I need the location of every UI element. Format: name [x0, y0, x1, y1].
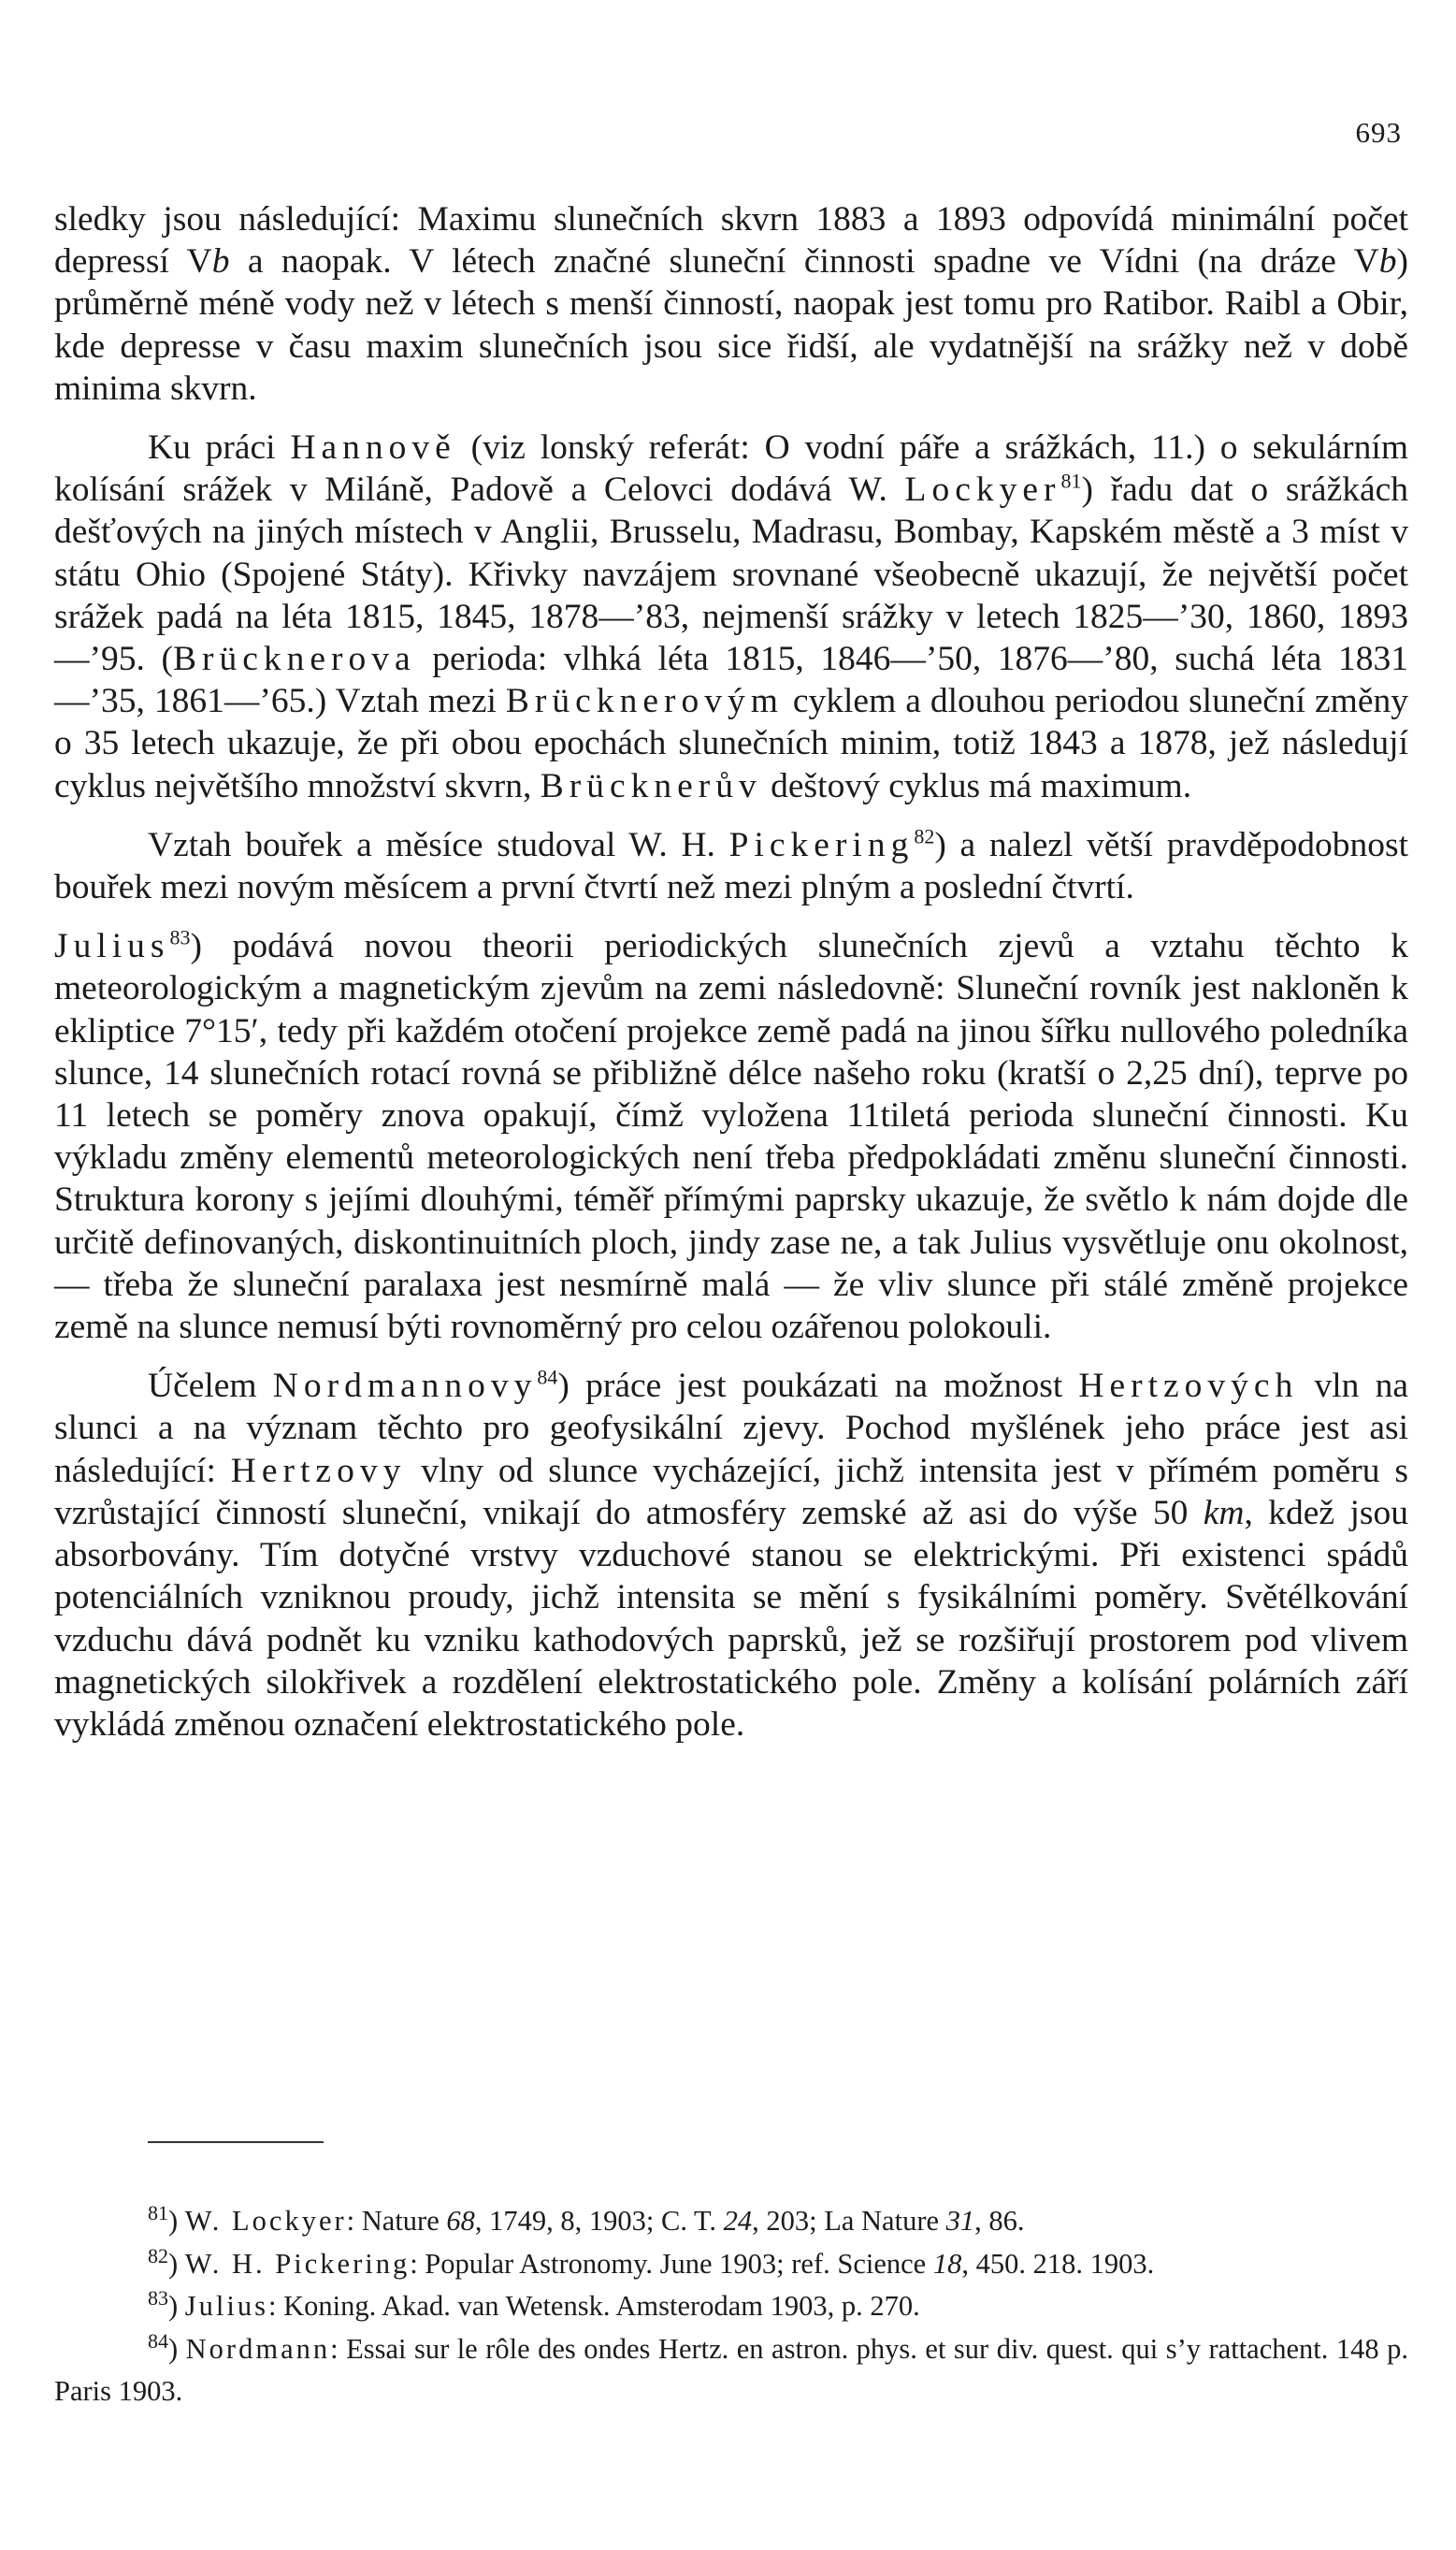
author-name: Brücknerova	[172, 640, 416, 679]
footnote-marker: 83	[148, 2285, 168, 2310]
text-run: , kdež jsou absorbovány. Tím dotyčné vrstvy vzduchové stanou se elektrickými. Při existenci spádů potenciálních vzniknou proudy, jichž intensita se mění s fysikálními poměry. Světélkování vzduchu dává podnět ku vzniku kathodových paprsků, jež se rozšiřují prostorem pod vlivem magnetických silokřivek a rozdělení elektrostatického pole. Změny a kolísání polárních září vykládá změnou označení elektrostatického pole.	[54, 1493, 1408, 1744]
text-run: ) a nalezl větší pravděpodobnost bouřek mezi novým měsícem a první čtvrtí než mezi plným a poslední čtvrtí.	[54, 825, 1408, 907]
footnote-ref: 84	[537, 1365, 558, 1389]
paragraph-3	[54, 824, 1408, 908]
text-run-italic: b	[1378, 242, 1397, 282]
author-name: Hannově	[290, 428, 456, 468]
author-name: Lockyer	[904, 471, 1061, 510]
text-run: deštový cyklus má maximum.	[761, 766, 1192, 805]
footnotes	[54, 2200, 1408, 2413]
footnote-divider	[148, 2141, 324, 2143]
text-run: cyklem a dlouhou periodou sluneční změny o 35 letech ukazuje, že při obou epochách slunečních minim, totiž 1843 a 1878, jež následují cyklus největšího množství skvrn,	[54, 682, 1408, 805]
text-run: : Nature	[346, 2205, 447, 2237]
author-name: Hertzových	[1078, 1367, 1299, 1406]
text-run-italic: km	[1203, 1493, 1245, 1532]
footnote-84: $^{84}$) Nordmann: Essai sur le rôle des ondes Hertz. en astron. phys. et sur div. quest. qui s’y rattachent. 148 p. Paris 1903.	[54, 2328, 1408, 2407]
footnote-81: $^{81}$) W. Lockyer: Nature 68, 1749, 8, 1903; C. T. 24, 203; La Nature 31, 86.	[148, 2200, 1025, 2237]
footnote-marker: 81	[148, 2200, 168, 2224]
text-run: , 86.	[974, 2205, 1025, 2237]
author-name: Brücknerův	[540, 766, 762, 805]
text-run: , 450. 218. 1903.	[961, 2247, 1155, 2280]
text-run: Účelem	[148, 1367, 273, 1406]
text-run: sledky jsou následující: Maximu slunečních skvrn 1883 a 1893 odpovídá minimální počet depressí V	[54, 200, 1408, 282]
paragraph-4	[54, 925, 1408, 1348]
author-name: Pickering	[728, 825, 915, 864]
author-name: Hertzovy	[230, 1451, 407, 1490]
footnote-ref: 82	[914, 824, 935, 848]
footnote-ref: 81	[1060, 469, 1082, 493]
text-run: : Koning. Akad. van Wetensk. Amsterodam 1903, p. 270.	[267, 2290, 920, 2322]
text-run: , 203; La Nature	[752, 2205, 946, 2237]
text-run: ) řadu dat o srážkách dešťových na jiných místech v Anglii, Brusselu, Madrasu, Bombay, Kapském městě a 3 míst v státu Ohio (Spojené Státy). Křivky navzájem srovnané všeobecně ukazují, že největší počet srážek padá na léta 1815, 1845, 1878—’83, nejmenší srážky v letech 1825—’30, 1860, 1893—’95. (	[54, 471, 1409, 679]
text-run: vlny od slunce vycházející, jichž intensita jest v přímém poměru s vzrůstající činností sluneční, vnikají do atmosféry zemské až asi do výše 50	[54, 1451, 1408, 1532]
footnote-marker: 84	[148, 2328, 168, 2353]
author-name: Julius	[184, 2290, 268, 2322]
author-name: Brücknerovým	[505, 682, 784, 721]
text-run: : Essai sur le rôle des ondes Hertz. en astron. phys. et sur div. quest. qui s’y rattachent. 148 p. Paris 1903.	[54, 2332, 1408, 2407]
text-run: , 1749, 8, 1903; C. T.	[474, 2205, 724, 2237]
text-run-italic: 31	[945, 2205, 975, 2237]
author-name: W. Lockyer	[184, 2205, 347, 2237]
text-run: (viz lonský referát: O vodní páře a srážkách, 11.) o sekulárním kolísání srážek v Miláně, Padově a Celovci dodává W.	[54, 428, 1408, 510]
text-run: ) podává novou theorii periodických slunečních zjevů a vztahu těchto k meteorologickým a magnetickým zjevům na zemi následovně: Sluneční rovník jest nakloněn k ekliptice 7°15′, tedy při každém otočení projekce země padá na jinou šířku nullového poledníka slunce, 14 slunečních rotací rovná se přibližně délce našeho roku (kratší o 2,25 dní), teprve po 11 letech se poměry znova opakují, čímž vyložena 11tiletá perioda sluneční činnosti. Ku výkladu změny elementů meteorologických není třeba předpokládati změnu sluneční činnosti. Struktura korony s jejími dlouhými, téměř přímými paprsky ukazuje, že světlo k nám dojde dle určitě definovaných, diskontinuitních ploch, jindy zase ne, a tak Julius vysvětluje onu okolnost, — třeba že sluneční paralaxa jest nesmírně malá — že vliv slunce při stálé změně projekce země na slunce nemusí býti rovnoměrný pro celou ozářenou polokouli.	[54, 927, 1408, 1347]
text-run: : Popular Astronomy. June 1903; ref. Science	[410, 2247, 933, 2280]
paragraph-1	[54, 198, 1408, 410]
text-run-italic: 18	[932, 2247, 962, 2280]
author-name: W. H. Pickering	[184, 2247, 411, 2280]
author-name: Nordmann	[185, 2332, 331, 2365]
text-run: Ku práci	[148, 428, 291, 468]
text-run-italic: 68	[446, 2205, 475, 2237]
footnote-ref: 83	[169, 925, 191, 949]
footnote-83: $^{83}$) Julius: Koning. Akad. van Wetensk. Amsterodam 1903, p. 270.	[148, 2285, 920, 2322]
paragraph-2	[54, 427, 1408, 807]
main-text	[54, 198, 1408, 1746]
footnote-marker: 82	[148, 2243, 168, 2267]
text-run: a naopak. V létech značné sluneční činnosti spadne ve Vídni (na dráze V	[229, 242, 1379, 282]
text-run: ) práce jest poukázati na možnost	[557, 1367, 1079, 1406]
text-run: perioda: vlhká léta 1815, 1846—’50, 1876—’80, suchá léta 1831—’35, 1861—’65.) Vztah mezi	[54, 640, 1408, 721]
text-run-italic: b	[211, 242, 230, 282]
author-name: Nordmannovy	[272, 1367, 538, 1406]
text-run: vln na slunci a na význam těchto pro geofysikální zjevy. Pochod myšlének jeho práce jest asi následující:	[54, 1367, 1408, 1490]
text-run: ) průměrně méně vody než v létech s menší činností, naopak jest tomu pro Ratibor. Raibl a Obir, kde depresse v času maxim slunečních jsou sice řidší, ale vydatnější na srážky než v době minima skvrn.	[54, 242, 1408, 408]
text-run-italic: 24	[723, 2205, 753, 2237]
author-name: Julius	[54, 927, 170, 966]
text-run: Vztah bouřek a měsíce studoval W. H.	[148, 825, 729, 864]
paragraph-5	[54, 1365, 1408, 1746]
page-number: 693	[1355, 116, 1402, 149]
footnote-82: $^{82}$) W. H. Pickering: Popular Astronomy. June 1903; ref. Science 18, 450. 218. 1903.	[148, 2243, 1155, 2280]
